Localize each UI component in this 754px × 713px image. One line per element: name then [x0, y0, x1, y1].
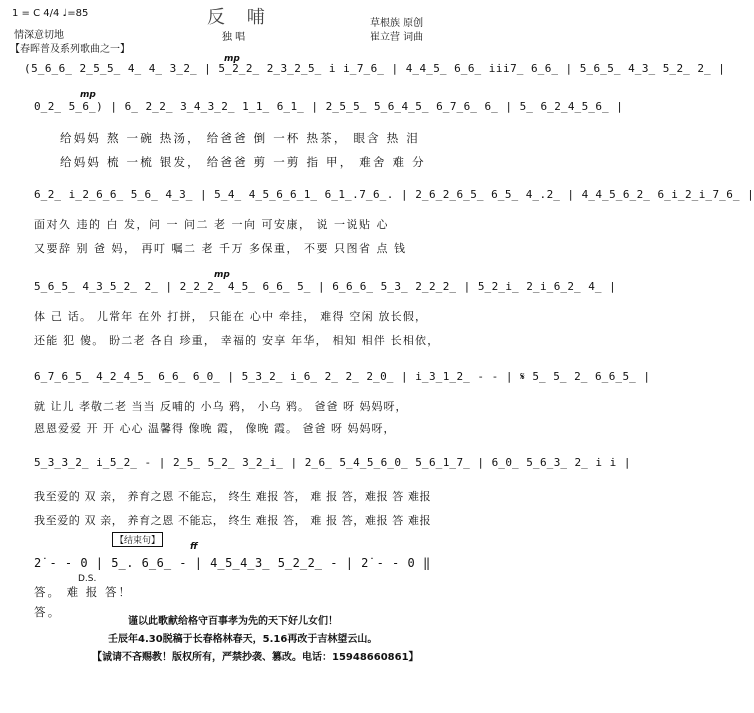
performance-type: 独 唱: [222, 32, 246, 43]
lyric-line: 答。: [34, 605, 62, 619]
series-label: 【春晖普及系列歌曲之一】: [10, 44, 130, 55]
notation-line: (5̲6̲6̲ 2̲5̲5̲ 4̲ 4̲ 3̲2̲ | 5̲2̲2̲ 2̲3̲2̲5̲ i̇ i̲7̲6̲ | 4̲4̲5̲ 6̲6̲ i̇i̇i̇7̲ 6̲6̲ | 5̲6̲5̲ 4̲3̲ 5̲2̲ 2̲ |: [24, 62, 726, 75]
notation-line: 6̲7̲6̲5̲ 4̲2̲4̲5̲ 6̲6̲ 6̲0̲ | 5̲3̲2̲ i̲6̲ 2̲ 2̲ 2̲0̲ | i̲3̲1̲2̲ - - | 𝄋 5̲ 5̲ 2̲ 6̲6̲5̲ |: [34, 370, 651, 383]
composer-credit: 崔立营 词曲: [370, 32, 424, 43]
notation-line: 2̇ - - 0 | 5̲. 6̲6̲ - | 4̲5̲4̲3̲ 5̲2̲2̲ - | 2̇ - - 0 ‖: [34, 556, 431, 570]
lyric-line: 答。 难 报 答！: [34, 585, 132, 599]
dynamic-mp: mp: [224, 54, 240, 64]
notation-line: 0̲2̲ 5̲6̲) | 6̲ 2̲2̲ 3̲4̲3̲2̲ 1̲1̲ 6̲1̲ | 2̲5̲5̲ 5̲6̲4̲5̲ 6̲7̲6̲ 6̲ | 5̲ 6̲2̲4̲5̲6̲ |: [34, 100, 624, 113]
lyric-line: 给妈妈 熬 一碗 热汤， 给爸爸 倒 一杯 热茶， 眼含 热 泪: [60, 131, 420, 145]
ending-label: 【结束句】: [112, 532, 163, 547]
lyric-line: 又要辞 别 爸 妈， 再叮 嘱二 老 千万 多保重， 不要 只图省 点 钱: [34, 242, 407, 255]
notation-line: 5̲6̲5̲ 4̲3̲5̲2̲ 2̲ | 2̲2̲2̲ 4̲5̲ 6̲6̲ 5̲ | 6̲6̲6̲ 5̲3̲ 2̲2̲2̲ | 5̲2̲i̲ 2̲i̲6̲2̲ 4̲ |: [34, 280, 617, 293]
dedication-note: 谨以此歌献给格守百事孝为先的天下好儿女们！: [128, 616, 338, 627]
draft-note: 壬辰年4.30脱稿于长春格林春天，5.16再改于吉林望云山。: [108, 634, 378, 645]
ds-marker: D.S.: [78, 574, 97, 584]
lyric-line: 还能 犯 傻。 盼二老 各自 珍重， 幸福的 安享 年华， 相知 相伴 长相依，: [34, 334, 440, 347]
key-tempo: 1 = C 4/4 ♩=85: [12, 8, 89, 19]
dynamic-mp: mp: [214, 270, 230, 280]
notation-line: 6̲2̲ i̲2̲6̲6̲ 5̲6̲ 4̲3̲ | 5̲4̲ 4̲5̲6̲6̲1̲ 6̲1̲.7̲6̲. | 2̲6̲2̲6̲5̲ 6̲5̲ 4̲.2̲ | 4̲4̲5̲6̲2̲ 6̲i̲2̲i̲7̲6̲ |: [34, 188, 754, 201]
lyric-line: 恩恩爱爱 开 开 心心 温馨得 像晚 霞， 像晚 霞。 爸爸 呀 妈妈呀，: [34, 422, 396, 435]
page-title: 反 哺: [207, 7, 273, 28]
lyric-line: 我至爱的 双 亲， 养育之恩 不能忘， 终生 难报 答， 难 报 答，难报 答 难报: [34, 490, 432, 503]
lyric-line: 体 己 话。 儿常年 在外 打拼， 只能在 心中 牵挂， 难得 空闲 放长假，: [34, 310, 428, 323]
lyric-line: 面对久 违的 白 发，问 一 问二 老 一向 可安康， 说 一说贴 心: [34, 218, 389, 231]
dynamic-mp: mp: [80, 90, 96, 100]
mood-marking: 情深意切地: [14, 30, 64, 41]
lyricist-credit: 草根族 原创: [370, 18, 424, 29]
lyric-line: 我至爱的 双 亲， 养育之恩 不能忘， 终生 难报 答， 难 报 答，难报 答 难报: [34, 514, 432, 527]
notation-line: 5̲3̲3̲2̲ i̲5̲2̲ - | 2̲5̲ 5̲2̲ 3̲2̲i̲ | 2̲6̲ 5̲4̲5̲6̲0̲ 5̲6̲1̲7̲ | 6̲0̲ 5̲6̲3̲ 2̲ i̇ i̇ |: [34, 456, 632, 469]
lyric-line: 就 让儿 孝敬二老 当当 反哺的 小乌 鸦， 小乌 鸦。 爸爸 呀 妈妈呀，: [34, 400, 408, 413]
lyric-line: 给妈妈 梳 一梳 银发， 给爸爸 剪 一剪 指 甲， 难舍 难 分: [60, 155, 426, 169]
dynamic-ff: ff: [190, 542, 198, 552]
copyright-notice: 【诚请不吝赐教！版权所有，严禁抄袭、篡改。电话：15948660861】: [92, 652, 419, 663]
